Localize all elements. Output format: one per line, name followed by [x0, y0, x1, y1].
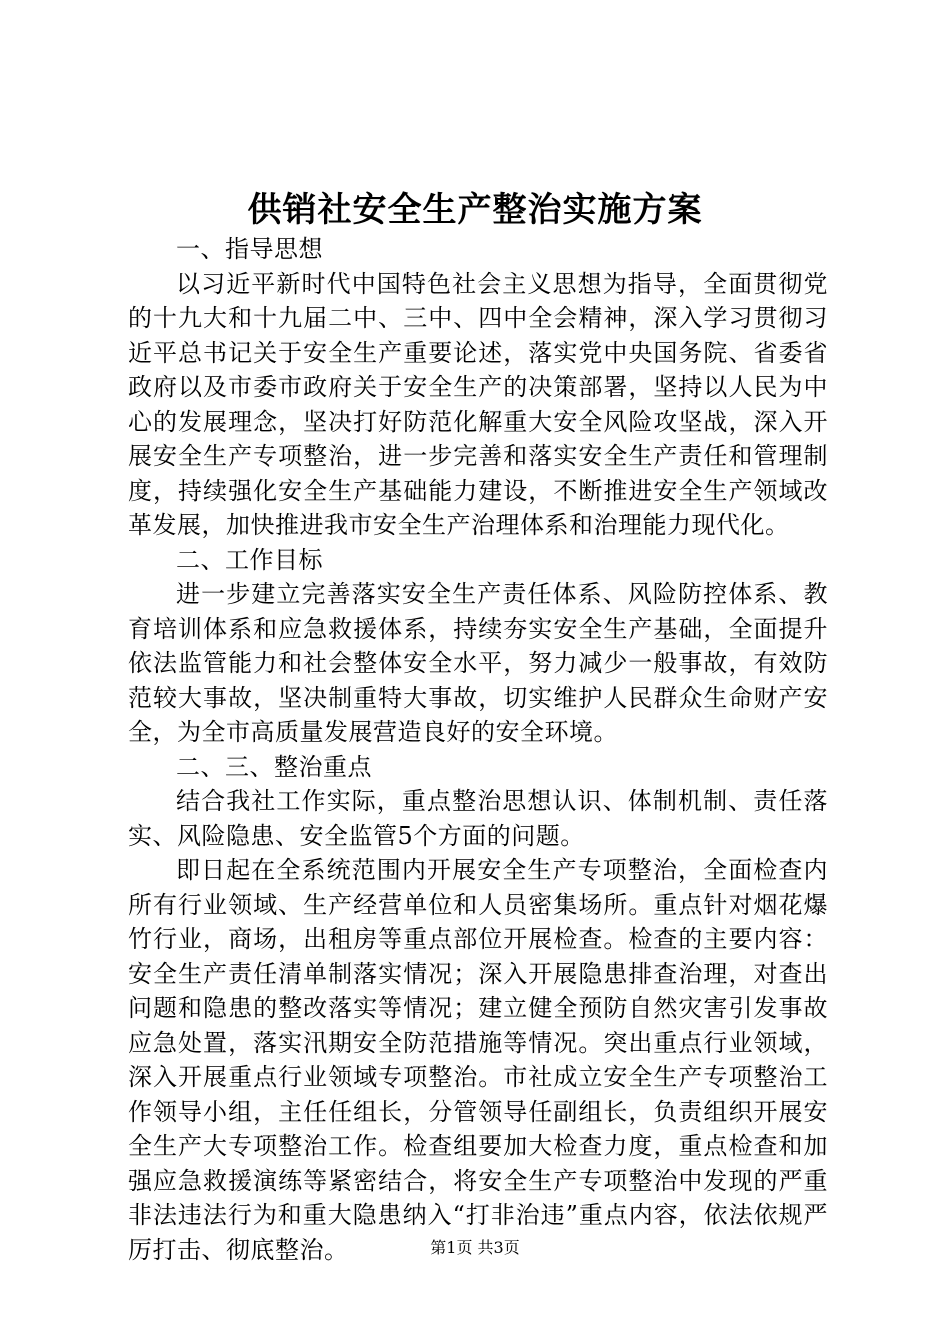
paragraph-key-areas-details: 即日起在全系统范围内开展安全生产专项整治，全面检查内所有行业领域、生产经营单位和人员密集场所。重点针对烟花爆竹行业，商场，出租房等重点部位开展检查。检查的主要内容：安全生产责任清单制落实情况；深入开展隐患排查治理，对查出问题和隐患的整改落实等情况；建立健全预防自然灾害引发事故应急处置，落实汛期安全防范措施等情况。突出重点行业领域，深入开展重点行业领域专项整治。市社成立安全生产专项整治工作领导小组，主任任组长，分管领导任副组长，负责组织开展安全生产大专项整治工作。检查组要加大检查力度，重点检查和加强应急救援演练等紧密结合，将安全生产专项整治中发现的严重非法违法行为和重大隐患纳入“打非治违”重点内容，依法依规严厉打击、彻底整治。 [128, 856, 828, 1264]
paragraph-key-areas-intro: 结合我社工作实际，重点整治思想认识、体制机制、责任落实、风险隐患、安全监管5个方面的问题。 [128, 787, 828, 850]
section-heading-guiding-ideology: 一、指导思想 [176, 235, 323, 263]
document-body [128, 232, 828, 1267]
section-heading-work-goals: 二、工作目标 [176, 545, 323, 574]
paragraph-guiding-ideology: 以习近平新时代中国特色社会主义思想为指导，全面贯彻党的十九大和十九届二中、三中、四中全会精神，深入学习贯彻习近平总书记关于安全生产重要论述，落实党中央国务院、省委省政府以及市委市政府关于安全生产的决策部署，坚持以人民为中心的发展理念，坚决打好防范化解重大安全风险攻坚战，深入开展安全生产专项整治，进一步完善和落实安全生产责任和管理制度，持续强化安全生产基础能力建设，不断推进安全生产领域改革发展，加快推进我市安全生产治理体系和治理能力现代化。 [128, 269, 828, 539]
paragraph-work-goals: 进一步建立完善落实安全生产责任体系、风险防控体系、教育培训体系和应急救援体系，持续夯实安全生产基础，全面提升依法监管能力和社会整体安全水平，努力减少一般事故，有效防范较大事故，坚决制重特大事故，切实维护人民群众生命财产安全，为全市高质量发展营造良好的安全环境。 [128, 580, 828, 746]
section-heading-key-areas: 二、三、整治重点 [176, 752, 372, 781]
page-footer: 第1页 共3页 [430, 1238, 520, 1257]
document-title: 供销社安全生产整治实施方案 [247, 190, 703, 230]
